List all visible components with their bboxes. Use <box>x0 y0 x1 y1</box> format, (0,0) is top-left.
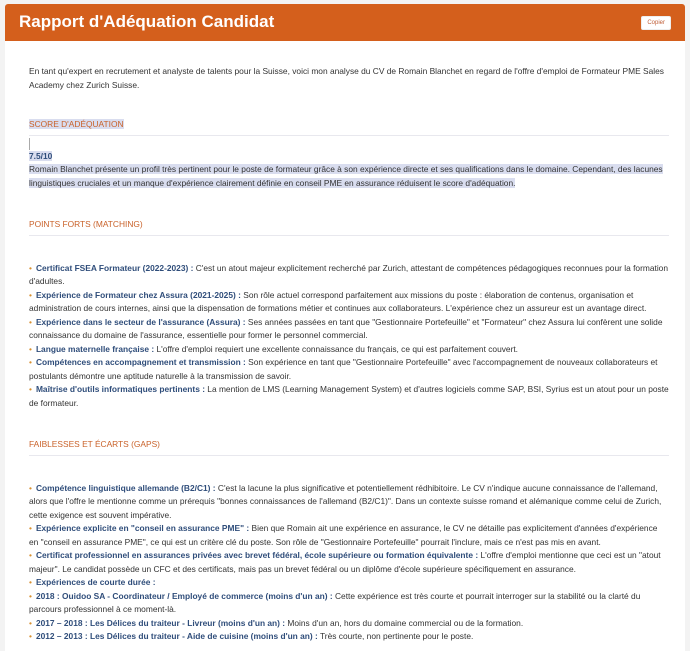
list-item <box>29 262 669 289</box>
bullet-icon: • <box>29 523 32 533</box>
list-item <box>29 482 669 523</box>
item-key: Expériences de courte durée : <box>35 577 156 587</box>
strengths-heading: POINTS FORTS (MATCHING) <box>29 218 669 236</box>
item-text: Moins d'un an, hors du domaine commercial ou de la formation. <box>285 617 524 628</box>
list-item <box>29 549 669 576</box>
bullet-icon: • <box>29 631 32 641</box>
bullet-icon: • <box>29 482 32 493</box>
item-key: Expérience dans le secteur de l'assurance (Assura) : <box>35 316 246 327</box>
intro-text: En tant qu'expert en recrutement et analyste de talents pour la Suisse, voici mon analyse du CV de Romain Blanchet en regard de l'offre d'emploi de Formateur PME Sales Academy chez Zurich Suisse. <box>29 66 664 90</box>
report-header <box>5 4 685 41</box>
item-key: Certificat professionnel en assurances privées avec brevet fédéral, école supérieure ou formation équivalente : <box>35 550 479 560</box>
report-body <box>5 41 685 651</box>
bullet-icon: • <box>29 550 32 560</box>
item-text: Ses années passées en tant que "Gestionnaire Portefeuille" et "Formateur" chez Assura lui confèrent une solide connaissance du domaine de l'assurance, essentielle pour former le personnel commercial. <box>29 316 663 340</box>
item-key: Expérience explicite en "conseil en assurance PME" : <box>35 523 250 533</box>
item-text: La mention de LMS (Learning Management System) et d'autres logiciels comme SAP, BSI, Syrius est un atout pour un poste de formateur. <box>29 384 669 408</box>
list-item <box>29 316 669 343</box>
gaps-list <box>29 482 669 644</box>
text-cursor <box>29 138 30 150</box>
bullet-icon: • <box>29 316 32 327</box>
bullet-icon: • <box>29 357 32 367</box>
list-item <box>29 289 669 316</box>
item-key: 2018 : Ouidoo SA - Coordinateur / Employé de commerce (moins d'un an) : <box>35 590 333 601</box>
item-text: Cette expérience est très courte et pourrait interroger sur la stabilité ou la clarté du parcours professionnel à ce moment-là. <box>29 590 641 614</box>
item-key: Certificat FSEA Formateur (2022-2023) : <box>35 262 194 273</box>
item-key: 2017 – 2018 : Les Délices du traiteur - Livreur (moins d'un an) : <box>35 617 286 628</box>
list-item <box>29 522 669 549</box>
item-key: Compétence linguistique allemande (B2/C1) : <box>35 482 216 493</box>
list-item <box>29 356 669 383</box>
item-text: Bien que Romain ait une expérience en assurance, le CV ne détaille pas explicitement d'années d'expérience en "conseil en assurance PME", ce qui est un critère clé du poste. Son rôle de "Gestionnaire Portefeuille" pourrait l'inclure, mais ce n'est pas mis en avant. <box>29 523 658 547</box>
score-heading: SCORE D'ADÉQUATION <box>29 118 669 136</box>
bullet-icon: • <box>29 262 32 273</box>
list-item <box>29 576 669 590</box>
item-key: Expérience de Formateur chez Assura (2021-2025) : <box>35 289 241 300</box>
item-text: Très courte, non pertinente pour le poste. <box>317 631 474 641</box>
list-item <box>29 383 669 410</box>
item-text: L'offre d'emploi mentionne que ceci est un "atout majeur". Le candidat possède un CFC et des certificats, mais pas un brevet fédéral ou un diplôme d'école supérieure spécifiquement en assurance. <box>29 550 661 574</box>
bullet-icon: • <box>29 343 32 354</box>
list-item <box>29 590 669 617</box>
item-text: Son expérience en tant que "Gestionnaire Portefeuille" avec l'accompagnement de nouveaux collaborateurs et postulants démontre une aptitude naturelle à la transmission de savoir. <box>29 357 658 381</box>
item-key: Langue maternelle française : <box>35 343 155 354</box>
item-key: Maîtrise d'outils informatiques pertinents : <box>35 384 205 394</box>
item-key: 2012 – 2013 : Les Délices du traiteur - Aide de cuisine (moins d'un an) : <box>35 631 318 641</box>
strengths-list <box>29 262 669 411</box>
list-item <box>29 617 669 631</box>
item-text: Son rôle actuel correspond parfaitement aux missions du poste : élaboration de contenus, organisation et administration de cours internes, ainsi que la dispensation de formations métier et continues aux collaborateurs. L'expérience chez un assureur est un avantage direct. <box>29 289 647 313</box>
score-value: 7.5/10 <box>29 150 53 161</box>
bullet-icon: • <box>29 577 32 587</box>
item-key: Compétences en accompagnement et transmission : <box>35 357 246 367</box>
bullet-icon: • <box>29 289 32 300</box>
gaps-heading: FAIBLESSES ET ÉCARTS (GAPS) <box>29 438 669 456</box>
item-text: L'offre d'emploi requiert une excellente connaissance du français, ce qui est parfaitement couvert. <box>154 343 519 354</box>
copy-button[interactable]: Copier <box>641 16 671 30</box>
list-item <box>29 343 669 357</box>
page-title: Rapport d'Adéquation Candidat <box>19 12 275 31</box>
bullet-icon: • <box>29 617 32 628</box>
item-text: C'est un atout majeur explicitement recherché par Zurich, attestant de compétences pédagogiques reconnues pour la formation d'adultes. <box>29 262 668 286</box>
list-item <box>29 630 669 644</box>
bullet-icon: • <box>29 590 32 601</box>
bullet-icon: • <box>29 384 32 394</box>
score-summary: Romain Blanchet présente un profil très pertinent pour le poste de formateur grâce à son expérience directe et ses qualifications dans le domaine. Cependant, des lacunes linguistiques cruciales et un manque d'expérience clairement définie en conseil PME en assurance réduisent le score d'adéquation. <box>29 164 663 188</box>
item-text: C'est la lacune la plus significative et potentiellement rédhibitoire. Le CV n'indique aucune connaissance de l'allemand, alors que l'offre le mentionne comme un prérequis "bonnes connaissances de l'allemand (B2/C1)". Dans un contexte suisse romand et alémanique comme celui de Zurich, cette exigence est souvent impérative. <box>29 482 662 520</box>
